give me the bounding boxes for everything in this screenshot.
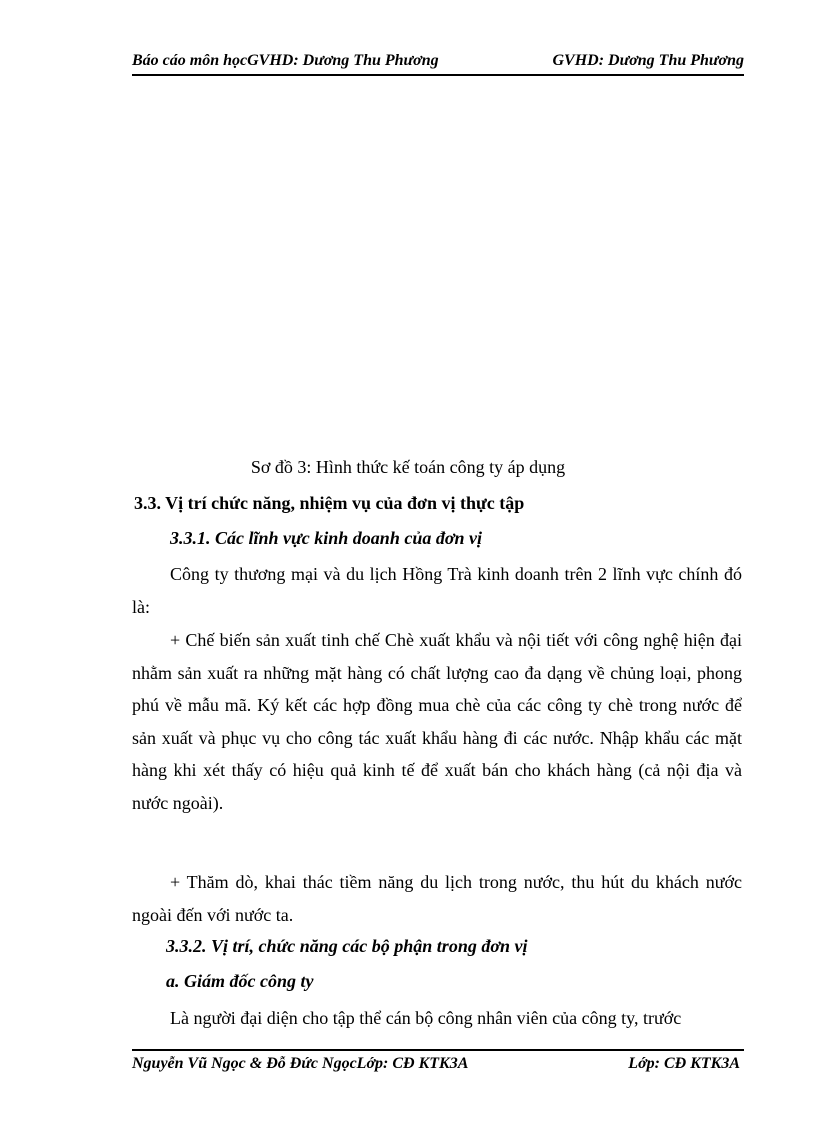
header-left-text: Báo cáo môn họcGVHD: Dương Thu Phương <box>132 52 439 69</box>
paragraph-4: Là người đại diện cho tập thể cán bộ công nhân viên của công ty, trước <box>170 1008 682 1028</box>
subsection-heading-1: 3.3.1. Các lĩnh vực kinh doanh của đơn vị <box>170 528 482 548</box>
page-footer <box>132 1055 744 1077</box>
header-rule <box>132 74 744 76</box>
footer-rule <box>132 1049 744 1051</box>
subsection-heading-2a: a. Giám đốc công ty <box>166 971 314 991</box>
footer-left-text: Nguyễn Vũ Ngọc & Đỗ Đức NgọcLớp: CĐ KTK3A <box>132 1055 469 1072</box>
subsection-heading-2: 3.3.2. Vị trí, chức năng các bộ phận trong đơn vị <box>166 936 528 956</box>
paragraph-3: + Thăm dò, khai thác tiềm năng du lịch trong nước, thu hút du khách nước ngoài đến với nước ta. <box>132 872 742 925</box>
paragraph-1: Công ty thương mại và du lịch Hồng Trà kinh doanh trên 2 lĩnh vực chính đó là: <box>132 564 742 617</box>
paragraph-2: + Chế biến sản xuất tinh chế Chè xuất khẩu và nội tiết với công nghệ hiện đại nhằm sản xuất ra những mặt hàng có chất lượng cao đa dạng về chủng loại, phong phú về mẫu mã. Ký kết các hợp đồng mua chè của các công ty chè trong nước để sản xuất và phục vụ cho công tác xuất khẩu hàng đi các nước. Nhập khẩu các mặt hàng khi xét thấy có hiệu quả kinh tế để xuất bán cho khách hàng (cả nội địa và nước ngoài). <box>132 630 742 813</box>
section-heading: 3.3. Vị trí chức năng, nhiệm vụ của đơn vị thực tập <box>134 493 525 513</box>
page-header <box>132 52 744 74</box>
footer-right-text: Lớp: CĐ KTK3A <box>628 1055 740 1072</box>
figure-caption: Sơ đồ 3: Hình thức kế toán công ty áp dụng <box>250 457 566 477</box>
header-right-text: GVHD: Dương Thu Phương <box>552 52 744 69</box>
